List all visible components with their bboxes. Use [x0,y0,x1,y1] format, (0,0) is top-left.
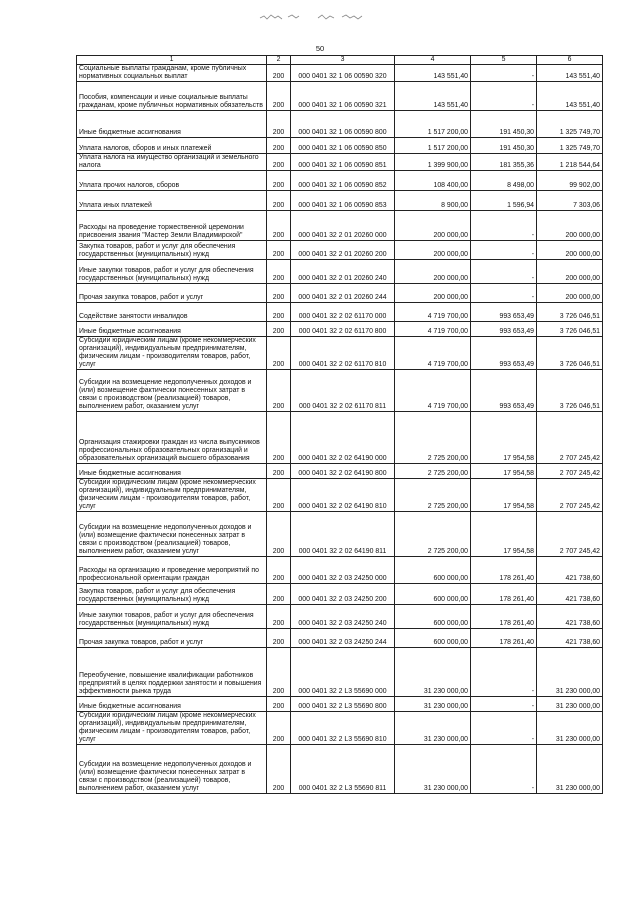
row-budget-classification: 000 0401 32 2 01 20260 244 [291,284,395,303]
row-executed-amount: 178 261,40 [471,605,537,629]
row-description: Иные бюджетные ассигнования [77,322,267,337]
row-description: Содействие занятости инвалидов [77,303,267,322]
row-executed-amount: 993 653,49 [471,322,537,337]
row-description: Иные закупки товаров, работ и услуг для обеспечения государственных (муниципальных) нужд [77,260,267,284]
row-description: Организация стажировки граждан из числа выпускников профессиональных образовательных организаций и образовательных организаций высшего образования [77,412,267,464]
row-executed-amount: 191 450,30 [471,111,537,138]
row-executed-amount: 17 954,58 [471,464,537,479]
row-approved-amount: 600 000,00 [395,557,471,584]
row-approved-amount: 600 000,00 [395,629,471,648]
row-budget-classification: 000 0401 32 1 06 00590 850 [291,138,395,154]
row-executed-amount: 993 653,49 [471,370,537,412]
row-executed-amount: 181 355,36 [471,154,537,171]
table-row [77,370,603,412]
row-executed-amount: 17 954,58 [471,412,537,464]
table-row [77,322,603,337]
row-budget-classification: 000 0401 32 1 06 00590 321 [291,82,395,111]
row-approved-amount: 31 230 000,00 [395,648,471,697]
row-line-code: 200 [267,512,291,557]
row-executed-amount: 191 450,30 [471,138,537,154]
row-description: Иные бюджетные ассигнования [77,464,267,479]
row-line-code: 200 [267,241,291,260]
row-description: Переобучение, повышение квалификации работников предприятий в целях поддержки занятости и повышения эффективности рынка труда [77,648,267,697]
row-approved-amount: 8 900,00 [395,191,471,211]
row-executed-amount: - [471,241,537,260]
row-description: Субсидии на возмещение недополученных доходов и (или) возмещение фактически понесенных затрат в связи с производством (реализацией) товаров, выполнением работ, оказанием услуг [77,745,267,794]
table-row [77,284,603,303]
row-budget-classification: 000 0401 32 2 02 64190 800 [291,464,395,479]
row-description: Прочая закупка товаров, работ и услуг [77,284,267,303]
row-line-code: 200 [267,303,291,322]
row-approved-amount: 1 517 200,00 [395,138,471,154]
row-unexecuted-amount: 31 230 000,00 [537,648,603,697]
row-approved-amount: 143 551,40 [395,82,471,111]
table-row [77,412,603,464]
page-number: 50 [315,44,325,53]
row-unexecuted-amount: 1 325 749,70 [537,138,603,154]
table-row [77,584,603,605]
row-executed-amount: 993 653,49 [471,337,537,370]
row-approved-amount: 2 725 200,00 [395,464,471,479]
row-unexecuted-amount: 3 726 046,51 [537,337,603,370]
row-approved-amount: 200 000,00 [395,211,471,241]
table-row [77,65,603,82]
row-description: Иные закупки товаров, работ и услуг для обеспечения государственных (муниципальных) нужд [77,605,267,629]
row-line-code: 200 [267,745,291,794]
row-budget-classification: 000 0401 32 2 03 24250 244 [291,629,395,648]
row-description: Социальные выплаты гражданам, кроме публичных нормативных социальных выплат [77,65,267,82]
row-approved-amount: 4 719 700,00 [395,322,471,337]
row-line-code: 200 [267,697,291,712]
row-unexecuted-amount: 200 000,00 [537,260,603,284]
row-unexecuted-amount: 200 000,00 [537,284,603,303]
table-row [77,697,603,712]
row-unexecuted-amount: 200 000,00 [537,211,603,241]
row-line-code: 200 [267,322,291,337]
row-description: Субсидии юридическим лицам (кроме некоммерческих организаций), индивидуальным предпринимателям, физическим лицам - производителям товаров, работ, услуг [77,337,267,370]
row-line-code: 200 [267,464,291,479]
row-budget-classification: 000 0401 32 2 01 20260 000 [291,211,395,241]
row-line-code: 200 [267,605,291,629]
row-approved-amount: 200 000,00 [395,284,471,303]
budget-execution-table [76,55,603,794]
column-number: 4 [395,56,471,65]
row-unexecuted-amount: 31 230 000,00 [537,712,603,745]
row-unexecuted-amount: 2 707 245,42 [537,464,603,479]
table-row [77,337,603,370]
row-line-code: 200 [267,138,291,154]
row-unexecuted-amount: 421 738,60 [537,605,603,629]
row-approved-amount: 2 725 200,00 [395,479,471,512]
table-row [77,712,603,745]
row-executed-amount: 1 596,94 [471,191,537,211]
row-budget-classification: 000 0401 32 1 06 00590 853 [291,191,395,211]
row-budget-classification: 000 0401 32 2 02 61170 811 [291,370,395,412]
row-line-code: 200 [267,584,291,605]
table-row [77,138,603,154]
row-executed-amount: 993 653,49 [471,303,537,322]
table-row [77,629,603,648]
row-executed-amount: - [471,211,537,241]
row-budget-classification: 000 0401 32 2 02 61170 800 [291,322,395,337]
row-executed-amount: 17 954,58 [471,479,537,512]
row-executed-amount: - [471,284,537,303]
row-approved-amount: 2 725 200,00 [395,412,471,464]
row-executed-amount: - [471,745,537,794]
row-budget-classification: 000 0401 32 1 06 00590 851 [291,154,395,171]
row-budget-classification: 000 0401 32 1 06 00590 320 [291,65,395,82]
row-description: Прочая закупка товаров, работ и услуг [77,629,267,648]
row-unexecuted-amount: 3 726 046,51 [537,303,603,322]
row-unexecuted-amount: 421 738,60 [537,557,603,584]
table-row [77,154,603,171]
row-approved-amount: 31 230 000,00 [395,697,471,712]
column-number-header-row [77,56,603,65]
row-description: Субсидии юридическим лицам (кроме некоммерческих организаций), индивидуальным предпринимателям, физическим лицам - производителям товаров, работ, услуг [77,479,267,512]
row-description: Иные бюджетные ассигнования [77,111,267,138]
table-row [77,260,603,284]
column-number: 5 [471,56,537,65]
row-line-code: 200 [267,557,291,584]
row-description: Субсидии на возмещение недополученных доходов и (или) возмещение фактически понесенных затрат в связи с производством (реализацией) товаров, выполнением работ, оказанием услуг [77,370,267,412]
table-row [77,82,603,111]
row-unexecuted-amount: 2 707 245,42 [537,412,603,464]
row-line-code: 200 [267,412,291,464]
row-description: Уплата прочих налогов, сборов [77,171,267,191]
table-row [77,241,603,260]
scan-artifact [258,10,368,24]
table-row [77,557,603,584]
row-description: Субсидии на возмещение недополученных доходов и (или) возмещение фактически понесенных затрат в связи с производством (реализацией) товаров, выполнением работ, оказанием услуг [77,512,267,557]
row-description: Расходы на организацию и проведение мероприятий по профессиональной ориентации граждан [77,557,267,584]
row-line-code: 200 [267,712,291,745]
row-unexecuted-amount: 143 551,40 [537,82,603,111]
row-budget-classification: 000 0401 32 2 L3 55690 811 [291,745,395,794]
row-budget-classification: 000 0401 32 2 02 64190 000 [291,412,395,464]
row-unexecuted-amount: 143 551,40 [537,65,603,82]
row-line-code: 200 [267,370,291,412]
row-description: Расходы на проведение торжественной церемонии присвоения звания "Мастер Земли Владимирской" [77,211,267,241]
row-executed-amount: 8 498,00 [471,171,537,191]
table-row [77,111,603,138]
column-number: 2 [267,56,291,65]
row-unexecuted-amount: 31 230 000,00 [537,745,603,794]
row-line-code: 200 [267,65,291,82]
row-budget-classification: 000 0401 32 2 02 64190 810 [291,479,395,512]
row-line-code: 200 [267,82,291,111]
row-approved-amount: 600 000,00 [395,584,471,605]
row-executed-amount: - [471,260,537,284]
table-row [77,464,603,479]
row-unexecuted-amount: 1 218 544,64 [537,154,603,171]
row-unexecuted-amount: 3 726 046,51 [537,370,603,412]
column-number: 6 [537,56,603,65]
row-approved-amount: 4 719 700,00 [395,337,471,370]
row-description: Уплата налога на имущество организаций и земельного налога [77,154,267,171]
table-row [77,171,603,191]
row-approved-amount: 1 399 900,00 [395,154,471,171]
table-row [77,605,603,629]
table-row [77,191,603,211]
row-line-code: 200 [267,337,291,370]
row-budget-classification: 000 0401 32 2 03 24250 240 [291,605,395,629]
row-line-code: 200 [267,154,291,171]
table-row [77,211,603,241]
row-line-code: 200 [267,648,291,697]
row-executed-amount: 178 261,40 [471,584,537,605]
row-unexecuted-amount: 200 000,00 [537,241,603,260]
row-line-code: 200 [267,211,291,241]
row-description: Иные бюджетные ассигнования [77,697,267,712]
row-approved-amount: 31 230 000,00 [395,745,471,794]
row-executed-amount: 178 261,40 [471,557,537,584]
row-description: Закупка товаров, работ и услуг для обеспечения государственных (муниципальных) нужд [77,584,267,605]
row-description: Пособия, компенсации и иные социальные выплаты гражданам, кроме публичных нормативных обязательств [77,82,267,111]
row-line-code: 200 [267,479,291,512]
table-row [77,512,603,557]
row-line-code: 200 [267,284,291,303]
row-unexecuted-amount: 3 726 046,51 [537,322,603,337]
row-description: Уплата налогов, сборов и иных платежей [77,138,267,154]
row-line-code: 200 [267,260,291,284]
row-executed-amount: 178 261,40 [471,629,537,648]
row-executed-amount: - [471,82,537,111]
column-number: 1 [77,56,267,65]
row-budget-classification: 000 0401 32 2 02 61170 000 [291,303,395,322]
row-unexecuted-amount: 31 230 000,00 [537,697,603,712]
row-unexecuted-amount: 99 902,00 [537,171,603,191]
table-row [77,479,603,512]
table-row [77,745,603,794]
row-budget-classification: 000 0401 32 2 03 24250 000 [291,557,395,584]
column-number: 3 [291,56,395,65]
row-unexecuted-amount: 2 707 245,42 [537,512,603,557]
row-approved-amount: 200 000,00 [395,241,471,260]
row-approved-amount: 143 551,40 [395,65,471,82]
table-row [77,648,603,697]
row-approved-amount: 108 400,00 [395,171,471,191]
row-approved-amount: 200 000,00 [395,260,471,284]
row-budget-classification: 000 0401 32 1 06 00590 800 [291,111,395,138]
row-budget-classification: 000 0401 32 2 02 64190 811 [291,512,395,557]
row-unexecuted-amount: 421 738,60 [537,584,603,605]
row-budget-classification: 000 0401 32 2 L3 55690 000 [291,648,395,697]
row-approved-amount: 600 000,00 [395,605,471,629]
row-unexecuted-amount: 421 738,60 [537,629,603,648]
row-budget-classification: 000 0401 32 1 06 00590 852 [291,171,395,191]
row-line-code: 200 [267,629,291,648]
row-description: Уплата иных платежей [77,191,267,211]
row-approved-amount: 2 725 200,00 [395,512,471,557]
row-budget-classification: 000 0401 32 2 L3 55690 800 [291,697,395,712]
row-line-code: 200 [267,111,291,138]
row-line-code: 200 [267,191,291,211]
row-line-code: 200 [267,171,291,191]
row-executed-amount: - [471,648,537,697]
row-executed-amount: 17 954,58 [471,512,537,557]
row-description: Закупка товаров, работ и услуг для обеспечения государственных (муниципальных) нужд [77,241,267,260]
row-executed-amount: - [471,712,537,745]
row-approved-amount: 4 719 700,00 [395,303,471,322]
row-executed-amount: - [471,697,537,712]
row-budget-classification: 000 0401 32 2 L3 55690 810 [291,712,395,745]
row-approved-amount: 4 719 700,00 [395,370,471,412]
row-approved-amount: 31 230 000,00 [395,712,471,745]
row-unexecuted-amount: 2 707 245,42 [537,479,603,512]
row-budget-classification: 000 0401 32 2 01 20260 200 [291,241,395,260]
row-executed-amount: - [471,65,537,82]
table-row [77,303,603,322]
row-budget-classification: 000 0401 32 2 03 24250 200 [291,584,395,605]
row-budget-classification: 000 0401 32 2 01 20260 240 [291,260,395,284]
row-approved-amount: 1 517 200,00 [395,111,471,138]
row-description: Субсидии юридическим лицам (кроме некоммерческих организаций), индивидуальным предпринимателям, физическим лицам - производителям товаров, работ, услуг [77,712,267,745]
row-unexecuted-amount: 7 303,06 [537,191,603,211]
row-budget-classification: 000 0401 32 2 02 61170 810 [291,337,395,370]
row-unexecuted-amount: 1 325 749,70 [537,111,603,138]
